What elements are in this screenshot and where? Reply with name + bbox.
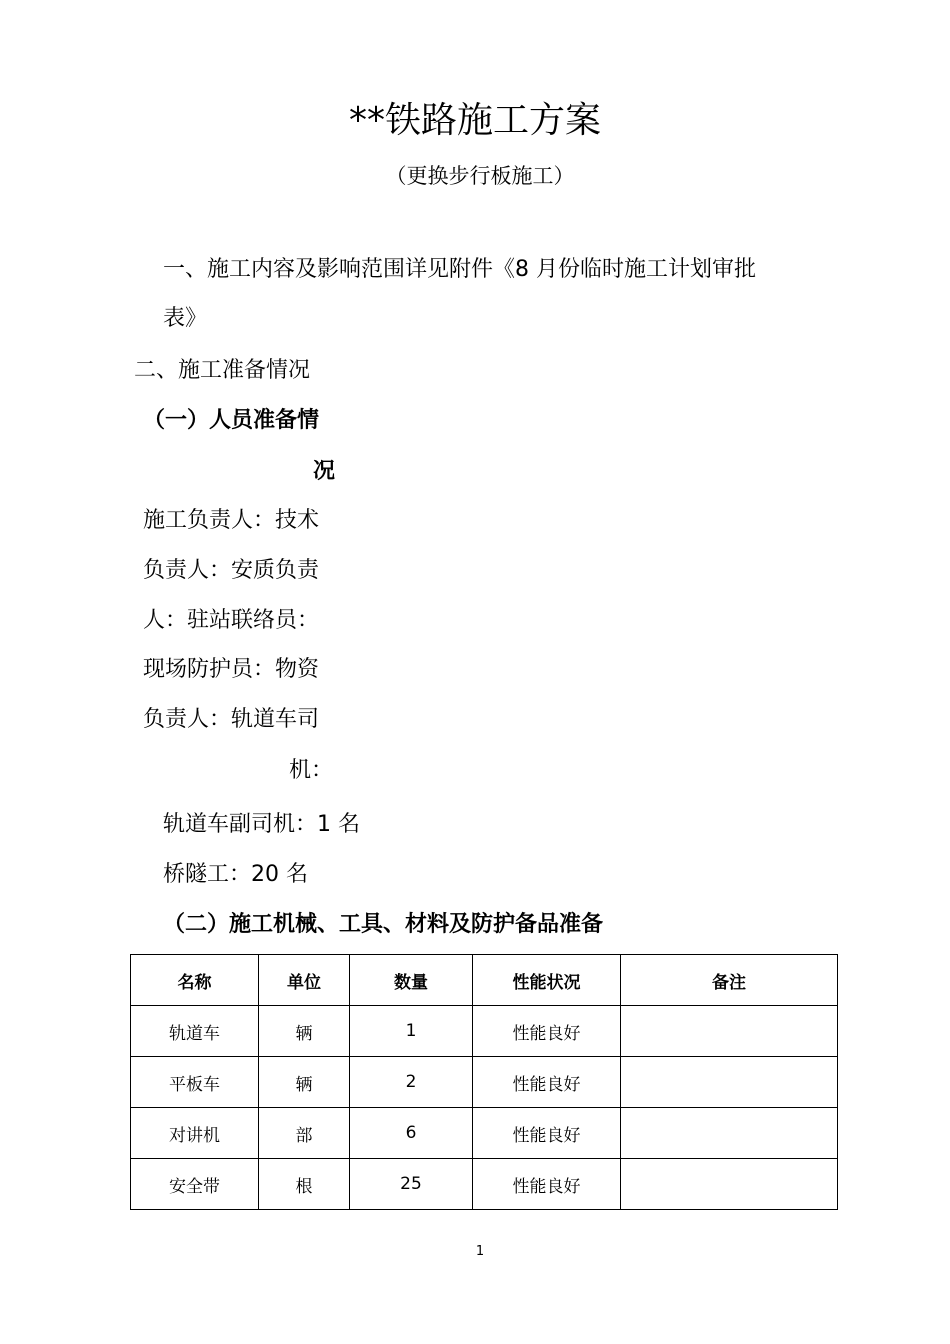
cell-remarks <box>621 1108 838 1159</box>
table-row <box>131 1108 838 1159</box>
cell-remarks <box>621 1006 838 1057</box>
cell-condition: 性能良好 <box>473 1159 621 1210</box>
cell-unit: 辆 <box>259 1006 350 1057</box>
bridge-workers-line: 桥隧工：20 名 <box>163 862 308 887</box>
cell-name: 平板车 <box>131 1057 259 1108</box>
cell-unit: 根 <box>259 1159 350 1210</box>
personnel-heading-line2: 况 <box>313 459 336 484</box>
table-row <box>131 1006 838 1057</box>
cell-name: 对讲机 <box>131 1108 259 1159</box>
cell-quantity: 6 <box>350 1108 473 1159</box>
cell-quantity: 1 <box>350 1006 473 1057</box>
personnel-line: 负责人：安质负责 <box>143 558 320 583</box>
cell-remarks <box>621 1057 838 1108</box>
personnel-line: 施工负责人：技术 <box>143 508 320 533</box>
header-remarks: 备注 <box>621 955 838 1006</box>
header-unit: 单位 <box>259 955 350 1006</box>
equipment-heading: （二）施工机械、工具、材料及防护备品准备 <box>163 912 604 937</box>
section1-line2: 表》 <box>163 306 208 331</box>
section2-heading: 二、施工准备情况 <box>134 358 311 383</box>
cell-condition: 性能良好 <box>473 1108 621 1159</box>
cell-unit: 辆 <box>259 1057 350 1108</box>
cell-name: 轨道车 <box>131 1006 259 1057</box>
header-condition: 性能状况 <box>473 955 621 1006</box>
assistant-driver-line: 轨道车副司机：1 名 <box>163 812 360 837</box>
personnel-line: 机： <box>289 758 334 783</box>
cell-quantity: 2 <box>350 1057 473 1108</box>
cell-condition: 性能良好 <box>473 1006 621 1057</box>
cell-name: 安全带 <box>131 1159 259 1210</box>
document-subtitle: （更换步行板施工） <box>385 164 575 188</box>
personnel-line: 现场防护员：物资 <box>143 657 320 682</box>
table-row <box>131 1159 838 1210</box>
document-title: **铁路施工方案 <box>348 100 601 141</box>
table-header-row <box>131 955 838 1006</box>
table-row <box>131 1057 838 1108</box>
header-quantity: 数量 <box>350 955 473 1006</box>
section1-line1: 一、施工内容及影响范围详见附件《8 月份临时施工计划审批 <box>163 257 756 282</box>
equipment-table <box>130 954 838 1210</box>
personnel-heading-line1: （一）人员准备情 <box>143 408 320 433</box>
cell-condition: 性能良好 <box>473 1057 621 1108</box>
header-name: 名称 <box>131 955 259 1006</box>
cell-unit: 部 <box>259 1108 350 1159</box>
cell-remarks <box>621 1159 838 1210</box>
personnel-line: 人：驻站联络员： <box>143 608 320 633</box>
page-number: 1 <box>475 1244 485 1259</box>
cell-quantity: 25 <box>350 1159 473 1210</box>
personnel-line: 负责人：轨道车司 <box>143 707 320 732</box>
